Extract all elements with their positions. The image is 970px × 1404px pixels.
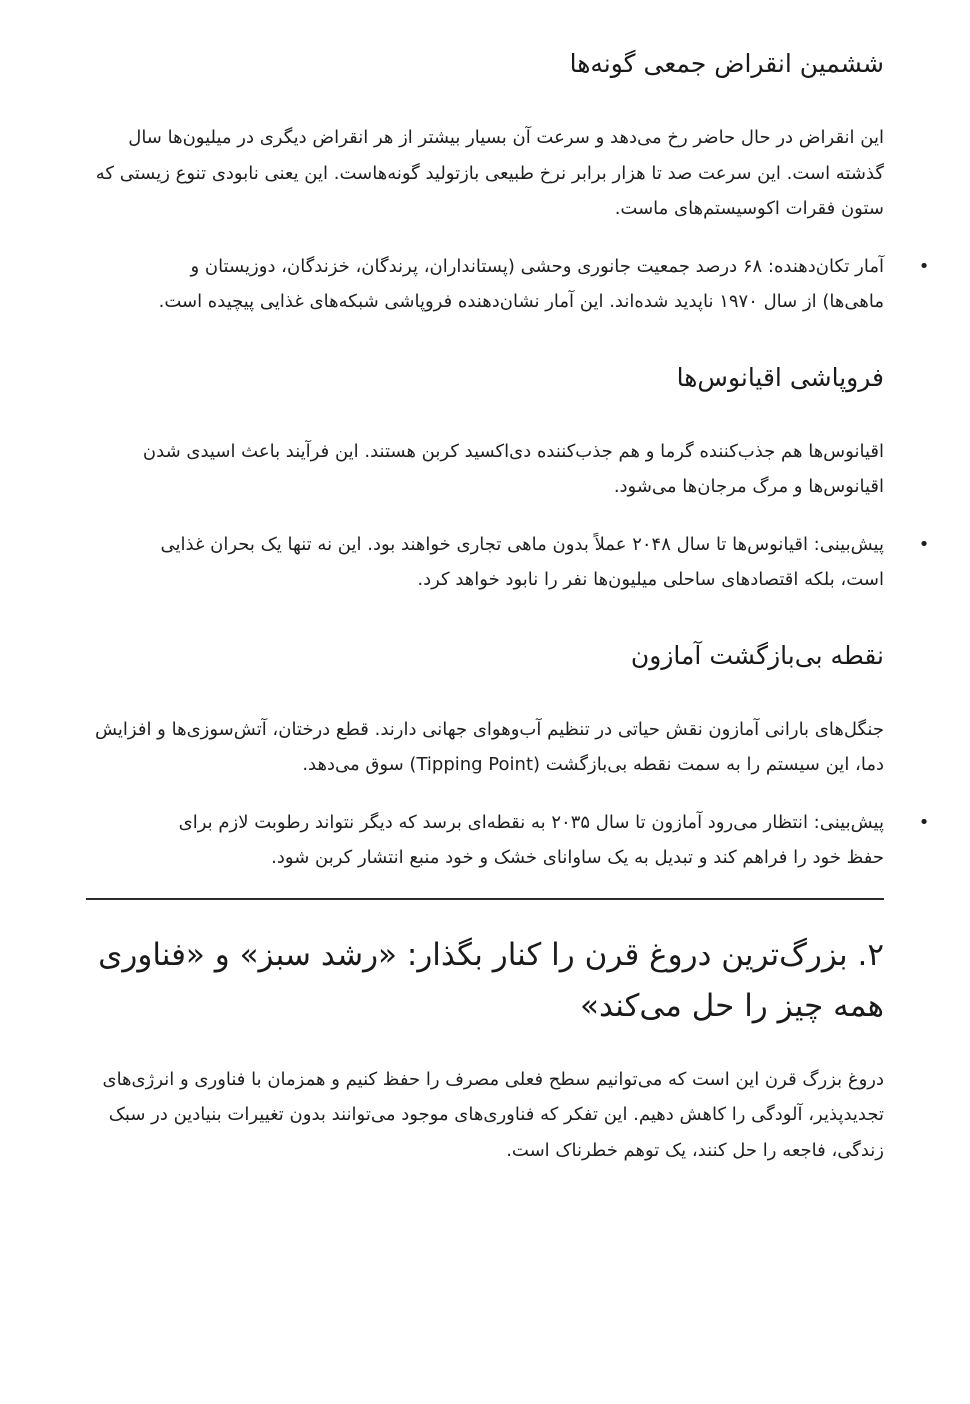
section-paragraph-mass-extinction: این انقراض در حال حاضر رخ می‌دهد و سرعت آن بسیار بیشتر از هر انقراض دیگری در میلیون‌ها سال گذشته است. این سرعت صد تا هزار برابر نرخ طبیعی بازتولید گونه‌هاست. این یعنی نابودی تنوع زیستی که ستون فقرات اکوسیستم‌های ماست. (95, 127, 884, 219)
bullet-list-ocean-collapse (86, 527, 930, 598)
main-heading: ۲. بزرگ‌ترین دروغ قرن را کنار بگذار: «رشد سبز» و «فناوری همه چیز را حل می‌کند» (98, 936, 884, 1024)
section-title-mass-extinction: ششمین انقراض جمعی گونه‌ها (569, 49, 884, 78)
article-body (86, 46, 930, 1168)
bullet-icon: • (918, 533, 930, 555)
bullet-list-amazon-tipping-point (86, 805, 930, 876)
list-item-text: پیش‌بینی: اقیانوس‌ها تا سال ۲۰۴۸ عملاً بدون ماهی تجاری خواهند بود. این نه تنها یک بحران غذایی است، بلکه اقتصادهای ساحلی میلیون‌ها نفر را نابود خواهد کرد. (160, 533, 884, 590)
section-title-ocean-collapse: فروپاشی اقیانوس‌ها (676, 362, 884, 392)
list-item-text: پیش‌بینی: انتظار می‌رود آمازون تا سال ۲۰۳۵ به نقطه‌ای برسد که دیگر نتواند رطوبت لازم برای حفظ خود را فراهم کند و تبدیل به یک ساوانای خشک و خود منبع انتشار کربن شود. (178, 811, 884, 868)
bullet-list-mass-extinction (86, 249, 930, 320)
document-page (0, 46, 970, 1404)
section-paragraph-amazon-tipping-point: جنگل‌های بارانی آمازون نقش حیاتی در تنظیم آب‌وهوای جهانی دارند. قطع درختان، آتش‌سوزی‌ها و افزایش دما، این سیستم را به سمت نقطه بی‌بازگشت (Tipping Point) سوق می‌دهد. (94, 718, 884, 775)
section-divider (86, 898, 884, 900)
list-item (86, 805, 930, 876)
list-item-text: آمار تکان‌دهنده: ۶۸ درصد جمعیت جانوری وحشی (پستانداران، پرندگان، خزندگان، دوزیستان و ماهی‌ها) از سال ۱۹۷۰ ناپدید شده‌اند. این آمار نشان‌دهنده فروپاشی شبکه‌های غذایی پیچیده است. (158, 255, 884, 312)
section-paragraph-ocean-collapse: اقیانوس‌ها هم جذب‌کننده گرما و هم جذب‌کننده دی‌اکسید کربن هستند. این فرآیند باعث اسیدی شدن اقیانوس‌ها و مرگ مرجان‌ها می‌شود. (142, 440, 884, 497)
list-item (86, 527, 930, 598)
main-paragraph: دروغ بزرگ قرن این است که می‌توانیم سطح فعلی مصرف را حفظ کنیم و همزمان با فناوری و انرژی‌های تجدیدپذیر، آلودگی را کاهش دهیم. این تفکر که فناوری‌های موجود می‌توانند بدون تغییرات بنیادین در سبک زندگی، فاجعه را حل کنند، یک توهم خطرناک است. (102, 1068, 884, 1161)
bullet-icon: • (918, 811, 930, 833)
section-title-amazon-tipping-point: نقطه بی‌بازگشت آمازون (630, 640, 884, 670)
bullet-icon: • (918, 255, 930, 277)
list-item (86, 249, 930, 320)
